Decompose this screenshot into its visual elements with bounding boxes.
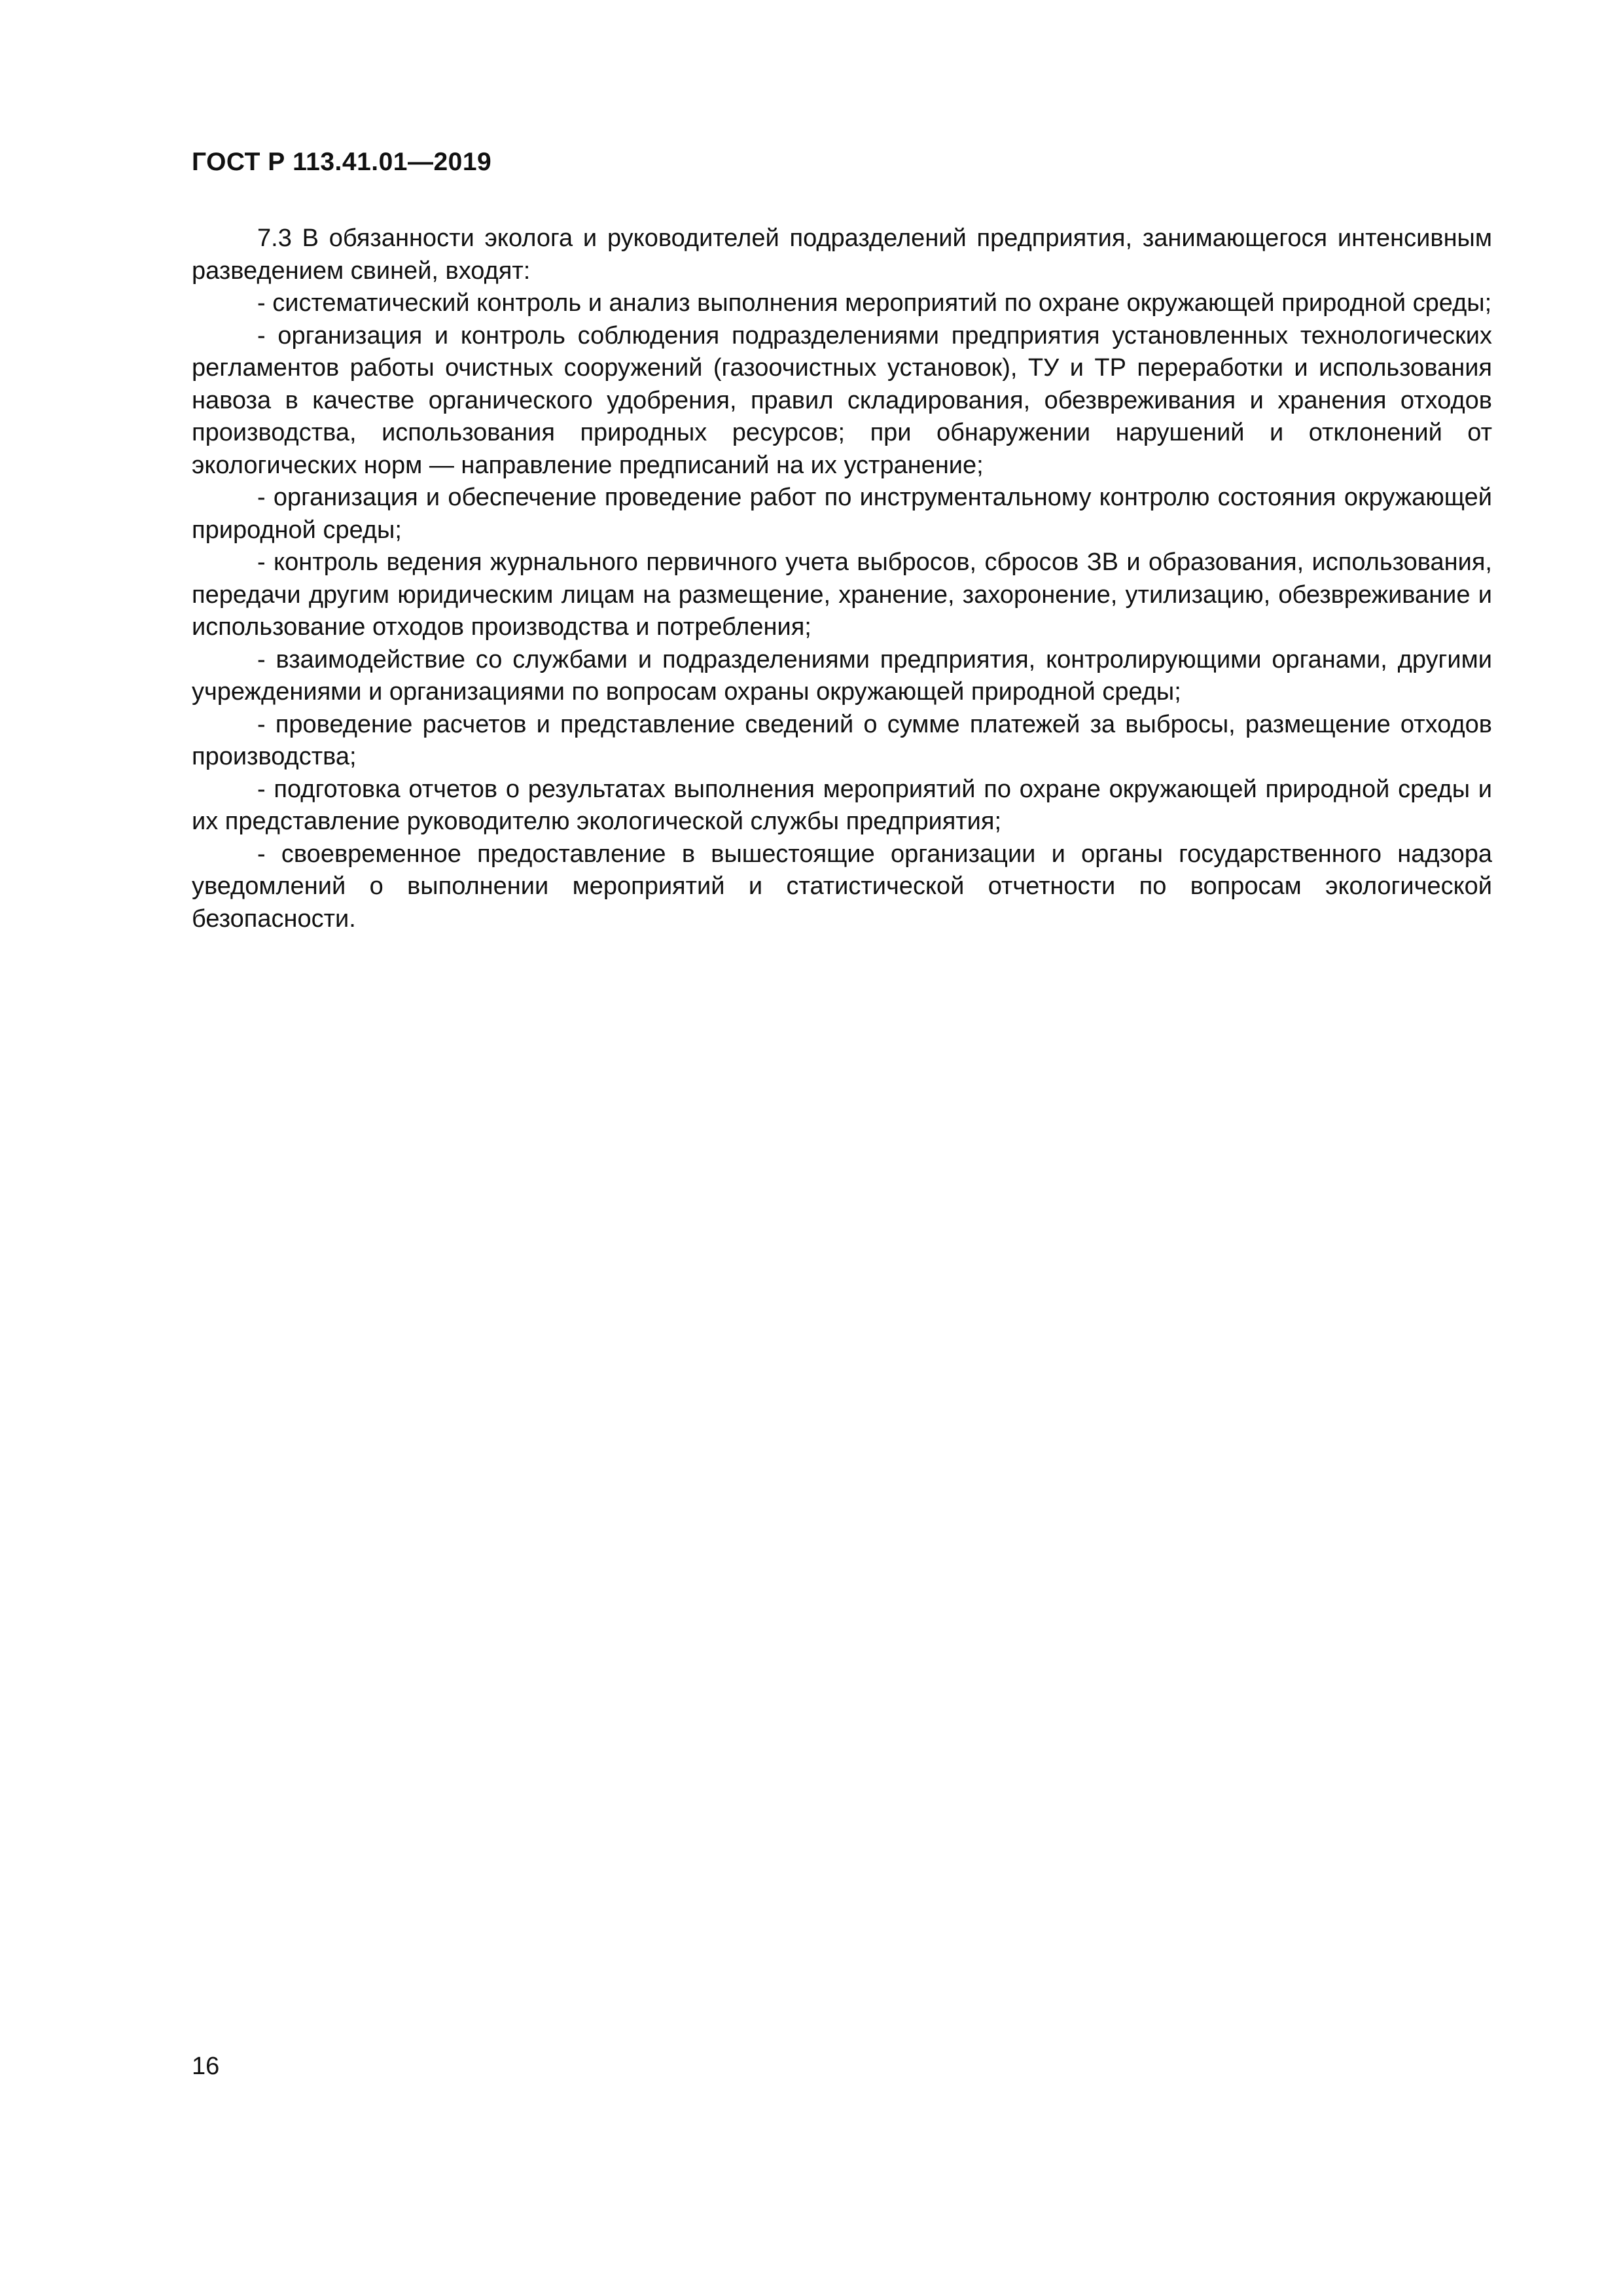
page-number: 16 (192, 2053, 220, 2080)
document-header: ГОСТ Р 113.41.01—2019 (192, 148, 492, 176)
list-item: - организация и обеспечение проведение работ по инструментальному контролю состояния окружающей природной среды; (192, 484, 1492, 544)
list-item: - организация и контроль соблюдения подразделениями предприятия установленных технологических регламентов работы очистных сооружений (газоочистных установок), ТУ и ТР переработки и использования навоза в качестве органического удобрения, правил складирования, обезвреживания и хранения отходов производства, использования природных ресурсов; при обнаружении нарушений и отклонений от экологических норм — направление предписаний на их устранение; (192, 321, 1492, 479)
document-body (192, 223, 1492, 935)
list-item: - проведение расчетов и представление сведений о сумме платежей за выбросы, размещение отходов производства; (192, 710, 1492, 770)
list-item: - контроль ведения журнального первичного учета выбросов, сбросов ЗВ и образования, использования, передачи другим юридическим лицам на размещение, хранение, захоронение, утилизацию, обезвреживание и использование отходов производства и потребления; (192, 548, 1492, 641)
list-item: - своевременное предоставление в вышестоящие организации и органы государственного надзора уведомлений о выполнении мероприятий и статистической отчетности по вопросам экологической безопасности. (192, 840, 1492, 933)
list-item: - систематический контроль и анализ выполнения мероприятий по охране окружающей природной среды; (257, 289, 1492, 317)
list-item: - взаимодействие со службами и подразделениями предприятия, контролирующими органами, другими учреждениями и организациями по вопросам охраны окружающей природной среды; (192, 645, 1492, 706)
list-item: - подготовка отчетов о результатах выполнения мероприятий по охране окружающей природной среды и их представление руководителю экологической службы предприятия; (192, 775, 1492, 835)
paragraph-section-7-3: 7.3 В обязанности эколога и руководителей подразделений предприятия, занимающегося интенсивным разведением свиней, входят: (192, 224, 1492, 285)
